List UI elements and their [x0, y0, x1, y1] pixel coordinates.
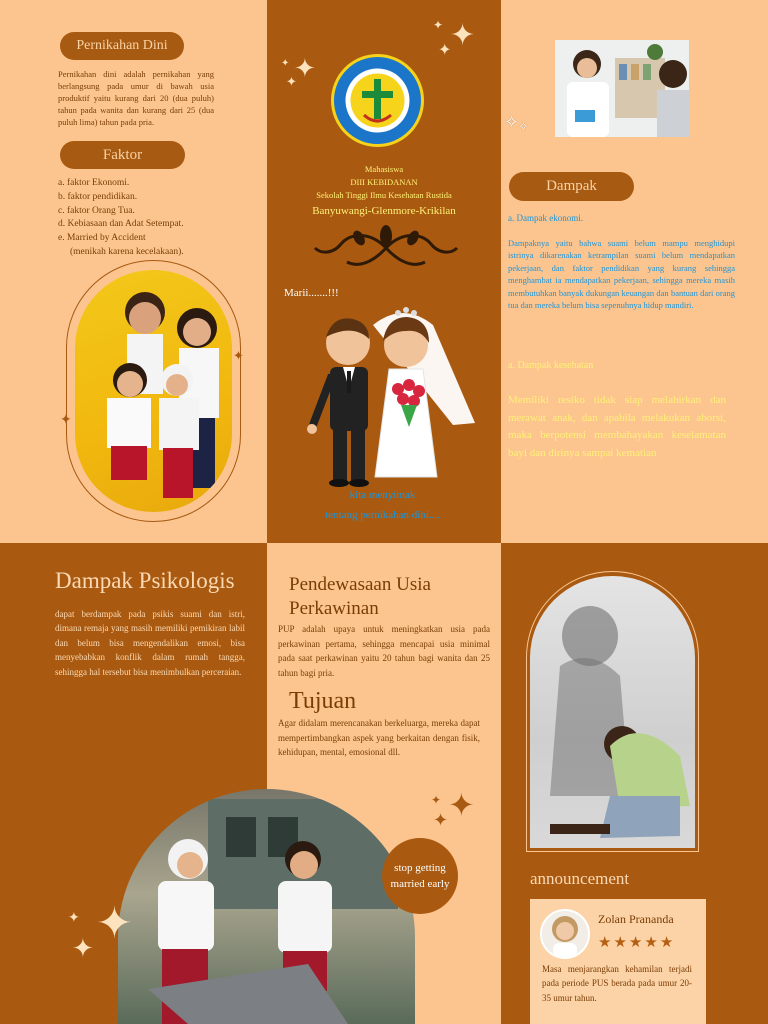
tagline-line1: kita menyimak: [349, 489, 416, 501]
dampak-kesehatan-text: Memiliki resiko tidak siap melahirkan dan merawat anak, dan apabila melakukan aborsi, maka berpotensi membahayakan keselamatan bayi dan dirinya sampai kematian: [508, 394, 726, 459]
school-info: [285, 163, 483, 220]
tujuan-text: Agar didalam merencanakan berkeluarga, mereka dapat mempertimbangkan aspek yang berkaitan dengan fisik, kehidupan, mental, emosional dll.: [278, 718, 480, 758]
school-logo: [331, 54, 424, 147]
testimonial-text: Masa menjarangkan kehamilan terjadi pada periode PUS berada pada umur 20-35 umur tahun.: [542, 964, 692, 1003]
school-name: Sekolah Tinggi Ilmu Kesehatan Rustida: [316, 190, 452, 201]
sad-girl-photo: [530, 576, 695, 848]
pup-text: PUP adalah upaya untuk meningkatkan usia pada perkawinan pertama, sehingga mencapai usia minimal pada saat perkawinan yaitu 20 tahun bagi wanita dan 25 tahun bagi pria.: [278, 624, 490, 678]
star-icon: ★: [613, 935, 627, 951]
star-icon: ★: [644, 935, 658, 951]
sparkle-icon: ✦: [72, 934, 94, 963]
faktor-pill: Faktor: [60, 141, 185, 169]
bride-groom-illustration: [303, 305, 483, 490]
sparkle-icon: ✦: [286, 74, 297, 89]
sparkle-icon: ✦: [281, 58, 290, 69]
stop-early-badge: [382, 838, 458, 914]
school-location: Banyuwangi-Glenmore-Krikilan: [312, 204, 456, 217]
tagline-line2: tentang pernikahan dini....: [325, 508, 440, 521]
dampak-psikologis-heading: Dampak Psikologis: [55, 568, 235, 593]
faktor-item: c. faktor Orang Tua.: [58, 205, 135, 216]
definition-text: Pernikahan dini adalah pernikahan yang berlangsung pada umur di bawah usia produktif yaitu kurang dari 20 (dua puluh) tahun pada wanita dan kurang dari 25 (dua puluh lima) tahun pada pria.: [58, 69, 214, 128]
kids-photo: [75, 270, 232, 512]
dampak-kesehatan-heading: a. Dampak kesehatan: [508, 360, 594, 371]
faktor-item: d. Kebiasaan dan Adat Setempat.: [58, 219, 184, 230]
sparkle-icon: ✦: [450, 19, 476, 52]
tujuan-heading: Tujuan: [289, 688, 357, 714]
sparkle-icon: ✦: [433, 810, 449, 830]
sparkle-icon: ✦: [68, 911, 80, 926]
sparkle-icon: ✦: [294, 54, 316, 83]
program-text: DIII KEBIDANAN: [350, 177, 418, 188]
sparkle-icon: ✦: [96, 899, 133, 948]
reviewer-name: Zolan Prananda: [598, 912, 674, 926]
dampak-ekonomi-heading: a. Dampak ekonomi.: [508, 213, 583, 223]
doctor-photo: [555, 40, 689, 137]
mahasiswa-text: Mahasiswa: [364, 164, 404, 174]
sparkle-icon: ✦: [448, 787, 475, 823]
announcement-heading: announcement: [530, 869, 630, 888]
avatar: [540, 909, 590, 959]
faktor-list: [58, 177, 248, 260]
ornament-divider-icon: [311, 222, 461, 274]
sparkle-icon: ✦: [233, 348, 244, 363]
sparkle-icon: ✧: [504, 112, 520, 132]
faktor-item: b. faktor pendidikan.: [58, 191, 138, 202]
star-icon: ★: [659, 935, 674, 951]
testimonial-card: [530, 899, 706, 1024]
pup-heading: Pendewasaan Usia Perkawinan: [289, 574, 431, 620]
badge-text: stop getting married early: [390, 861, 450, 890]
star-icon: ★: [628, 935, 643, 951]
faktor-item: (menikah karena kecelakaan).: [70, 246, 184, 257]
dampak-pill: Dampak: [509, 172, 634, 201]
sparkle-icon: ✦: [433, 18, 444, 32]
faktor-item: e. Married by Accident: [58, 233, 146, 244]
sparkle-icon: ✦: [431, 793, 442, 807]
dampak-ekonomi-text: Dampaknya yaitu bahwa suami belum mampu menghidupi istrinya dikarenakan ketrampilan suami belum mendapatkan pekerjaan, dan faktor pendidikan yang kurang sehingga menghambat ia mendapatkan pekerjaan, sehingga mereka masih membutuhkan banyak dukungan keuangan dan bantuan dari orang tua dan mereka belum bisa sepenuhnya hidup mandiri.: [508, 238, 735, 311]
sparkle-icon: ✦: [438, 42, 452, 59]
marii-text: Marii.......!!!: [284, 287, 339, 299]
star-icon: ★: [598, 935, 612, 951]
faktor-item: a. faktor Ekonomi.: [58, 178, 130, 188]
sparkle-icon: ✧: [518, 119, 529, 134]
tagline: [300, 486, 465, 526]
pernikahan-dini-pill: Pernikahan Dini: [60, 32, 184, 60]
sparkle-icon: ✦: [60, 413, 72, 428]
dampak-psikologis-text: dapat berdampak pada psikis suami dan istri, dimana remaja yang masih memiliki pemikiran labil dan belum bisa mengendalikan emosi, bisa menyebabkan konflik dalam rumah tangga, sehingga hal tersebut bisa menimbulkan perceraian.: [55, 609, 245, 677]
rating-stars: [598, 933, 675, 952]
